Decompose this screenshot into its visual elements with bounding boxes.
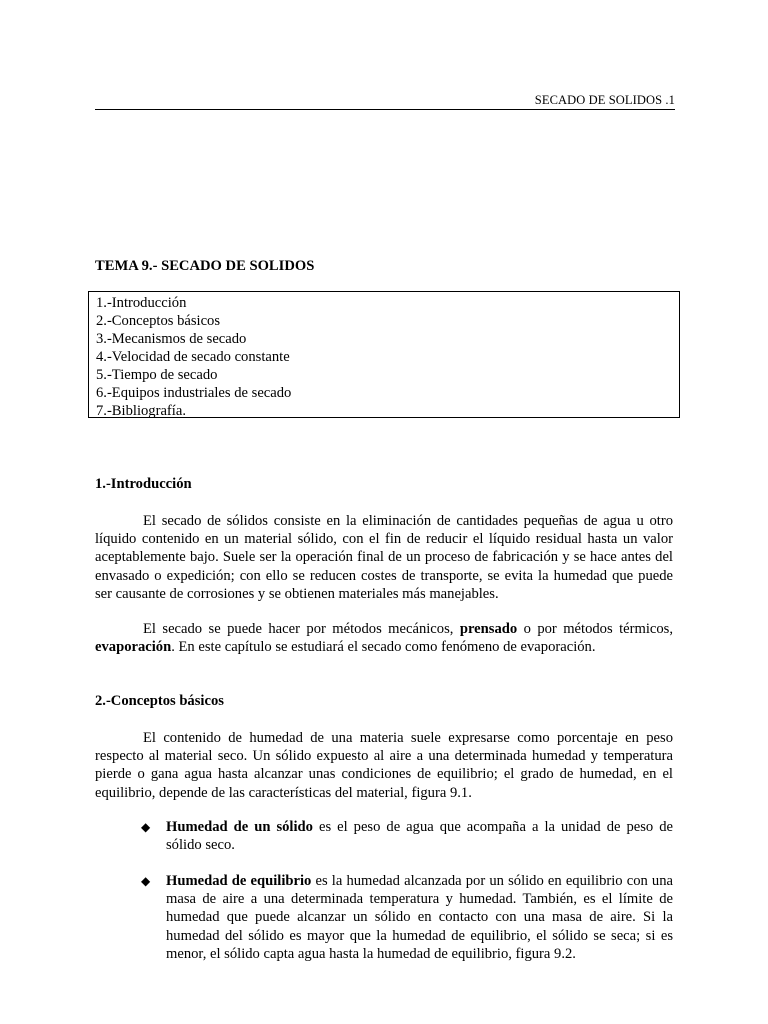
toc-item: 3.-Mecanismos de secado: [96, 331, 247, 347]
toc-item: 2.-Conceptos básicos: [96, 313, 221, 329]
toc-item: 5.-Tiempo de secado: [96, 367, 218, 383]
intro-paragraph-1: El secado de sólidos consiste en la eliminación de cantidades pequeñas de agua u otro líquido contenido en un material sólido, con el fin de reducir el líquido residual hasta un valor aceptablemente bajo. Suele ser la operación final de un proceso de fabricación y se hace antes del envasado o expedición; con ello se reducen costes de transporte, se evita la humedad que puede ser causante de corrosiones y se obtienen materiales más manejables.: [95, 513, 673, 602]
section-heading-concepts: 2.-Conceptos básicos: [95, 693, 224, 709]
list-item: [141, 872, 673, 963]
table-of-contents: [88, 291, 680, 418]
paragraph-text: El secado se puede hacer por métodos mecánicos,: [143, 621, 460, 637]
bold-term: Humedad de equilibrio: [166, 873, 312, 889]
bullet-definition: es la humedad alcanzada por un sólido en equilibrio con una masa de aire a una determinada temperatura y humedad. También, es el límite de humedad que puede alcanzar un sólido en contacto con una masa de aire. Si la humedad del sólido es mayor que la humedad de equilibrio, el sólido se seca; si es menor, el sólido capta agua hasta la humedad de equilibrio, figura 9.2.: [166, 873, 674, 962]
list-item: [141, 818, 673, 854]
bullet-text: [166, 818, 673, 854]
toc-item: 1.-Introducción: [96, 295, 187, 311]
paragraph-text: o por métodos térmicos,: [517, 621, 673, 637]
toc-item: 4.-Velocidad de secado constante: [96, 349, 290, 365]
running-header: [95, 93, 675, 110]
bold-term-prensado: prensado: [459, 621, 518, 637]
bold-term-evaporacion: evaporación: [95, 639, 172, 656]
bold-term: Humedad de un sólido: [166, 819, 313, 835]
intro-paragraph-2: [95, 620, 673, 656]
section-heading-introduction: 1.-Introducción: [95, 476, 192, 492]
toc-item: 6.-Equipos industriales de secado: [96, 385, 292, 401]
bullet-text: [166, 872, 673, 963]
topic-title: TEMA 9.- SECADO DE SOLIDOS: [95, 258, 315, 274]
diamond-bullet-icon: ◆: [141, 874, 151, 888]
diamond-bullet-icon: ◆: [141, 820, 151, 834]
running-header-text: SECADO DE SOLIDOS .1: [534, 93, 675, 107]
paragraph-text: . En este capítulo se estudiará el secado como fenómeno de evaporación.: [171, 639, 596, 656]
bullet-definition: es el peso de agua que acompaña a la unidad de peso de sólido seco.: [166, 819, 673, 854]
concepts-paragraph-1: El contenido de humedad de una materia suele expresarse como porcentaje en peso respecto al material seco. Un sólido expuesto al aire a una determinada humedad y temperatura pierde o gana agua hasta alcanzar unas condiciones de equilibrio; el grado de humedad, en el equilibrio, depende de las características del material, figura 9.1.: [95, 730, 673, 801]
toc-item: 7.-Bibliografía.: [96, 403, 186, 419]
